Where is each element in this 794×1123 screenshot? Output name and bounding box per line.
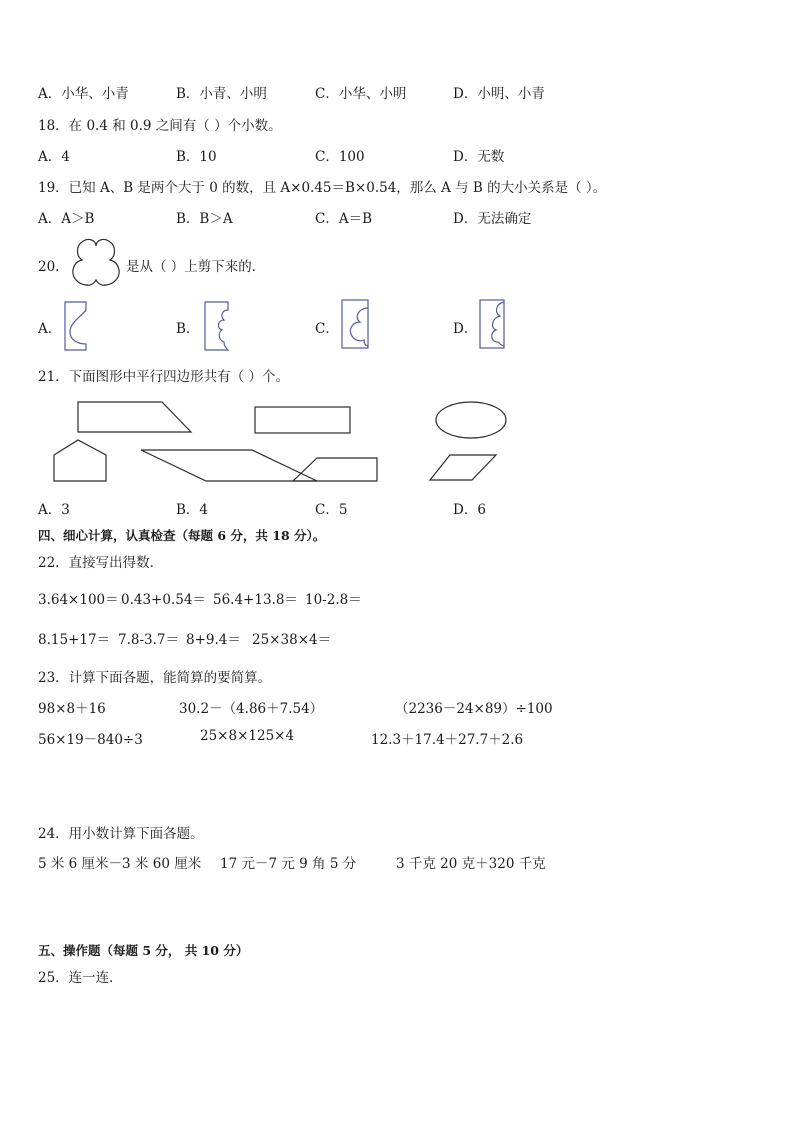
shape-parallelogram-wide bbox=[141, 450, 317, 481]
q20-option-b-figure bbox=[202, 300, 232, 352]
q20-option-a-figure bbox=[64, 300, 90, 352]
q22-expr: 56.4+13.8＝ bbox=[213, 592, 298, 608]
q24-stem: 24．用小数计算下面各题。 bbox=[38, 826, 204, 842]
q21-option-b: B．4 bbox=[176, 502, 209, 518]
q23-expr: 12.3＋17.4＋27.7＋2.6 bbox=[371, 732, 524, 748]
shape-parallelogram-small bbox=[430, 455, 496, 480]
q19-stem: 19．已知 A、B 是两个大于 0 的数，且 A×0.45＝B×0.54，那么 A 与 B 的大小关系是（ ）。 bbox=[38, 180, 607, 196]
q23-expr: 98×8＋16 bbox=[38, 701, 106, 717]
q22-expr: 8+9.4＝ bbox=[186, 632, 241, 648]
shape-pentagon bbox=[54, 440, 106, 481]
shape-right-trapezoid bbox=[78, 402, 191, 432]
q20-option-d: D． bbox=[453, 321, 478, 337]
q23-expr: 30.2－（4.86＋7.54） bbox=[179, 701, 324, 717]
q17-option-d: D．小明、小青 bbox=[453, 86, 545, 102]
q22-stem: 22．直接写出得数． bbox=[38, 555, 164, 571]
q21-option-d: D．6 bbox=[453, 502, 486, 518]
q20-stem: 是从（ ）上剪下来的． bbox=[126, 259, 266, 275]
q18-option-b: B．10 bbox=[176, 149, 217, 165]
q20-option-c-figure bbox=[340, 298, 372, 352]
section-5-heading: 五、操作题（每题 5 分， 共 10 分） bbox=[38, 943, 249, 958]
q20-option-c: C． bbox=[315, 321, 339, 337]
q23-expr: （2236－24×89）÷100 bbox=[395, 701, 553, 717]
q17-option-b: B．小青、小明 bbox=[176, 86, 267, 102]
q22-expr: 10-2.8＝ bbox=[305, 592, 362, 608]
q17-option-a: A．小华、小青 bbox=[38, 86, 129, 102]
q23-expr: 25×8×125×4 bbox=[200, 728, 295, 744]
q20-option-d-figure bbox=[478, 298, 510, 352]
shape-ellipse bbox=[436, 402, 506, 438]
q23-expr: 56×19－840÷3 bbox=[38, 732, 143, 748]
q21-option-a: A．3 bbox=[38, 502, 70, 518]
q19-option-c: C．A＝B bbox=[315, 211, 372, 227]
q22-expr: 8.15+17＝ bbox=[38, 632, 111, 648]
q20-number: 20． bbox=[38, 259, 69, 275]
q21-stem: 21．下面图形中平行四边形共有（ ）个。 bbox=[38, 369, 289, 385]
q19-option-d: D．无法确定 bbox=[453, 211, 532, 227]
q20-option-b: B． bbox=[176, 321, 200, 337]
q21-option-c: C．5 bbox=[315, 502, 348, 518]
q22-expr: 7.8-3.7＝ bbox=[118, 632, 180, 648]
q22-expr: 0.43+0.54＝ bbox=[121, 592, 206, 608]
q17-option-c: C．小华、小明 bbox=[315, 86, 407, 102]
q24-expr: 17 元－7 元 9 角 5 分 bbox=[220, 856, 357, 872]
q19-option-b: B．B＞A bbox=[176, 211, 233, 227]
q18-option-c: C．100 bbox=[315, 149, 365, 165]
q18-option-a: A．4 bbox=[38, 149, 70, 165]
q23-stem: 23．计算下面各题，能简算的要简算。 bbox=[38, 670, 272, 686]
clover-shape-figure bbox=[68, 236, 124, 288]
q18-option-d: D．无数 bbox=[453, 149, 505, 165]
q24-expr: 3 千克 20 克＋320 千克 bbox=[396, 856, 546, 872]
q22-expr: 3.64×100＝ bbox=[38, 592, 119, 608]
q25-stem: 25．连一连． bbox=[38, 970, 123, 986]
q19-option-a: A．A＞B bbox=[38, 211, 95, 227]
q24-expr: 5 米 6 厘米－3 米 60 厘米 bbox=[38, 856, 202, 872]
q18-stem: 18．在 0.4 和 0.9 之间有（ ）个小数。 bbox=[38, 118, 282, 134]
section-4-heading: 四、细心计算，认真检查（每题 6 分，共 18 分）。 bbox=[38, 528, 326, 543]
shape-rectangle bbox=[255, 407, 350, 433]
q22-expr: 25×38×4＝ bbox=[252, 632, 332, 648]
shape-parallelogram-right bbox=[293, 458, 377, 481]
q20-option-a: A． bbox=[38, 321, 62, 337]
q21-shapes-figure bbox=[40, 395, 520, 487]
